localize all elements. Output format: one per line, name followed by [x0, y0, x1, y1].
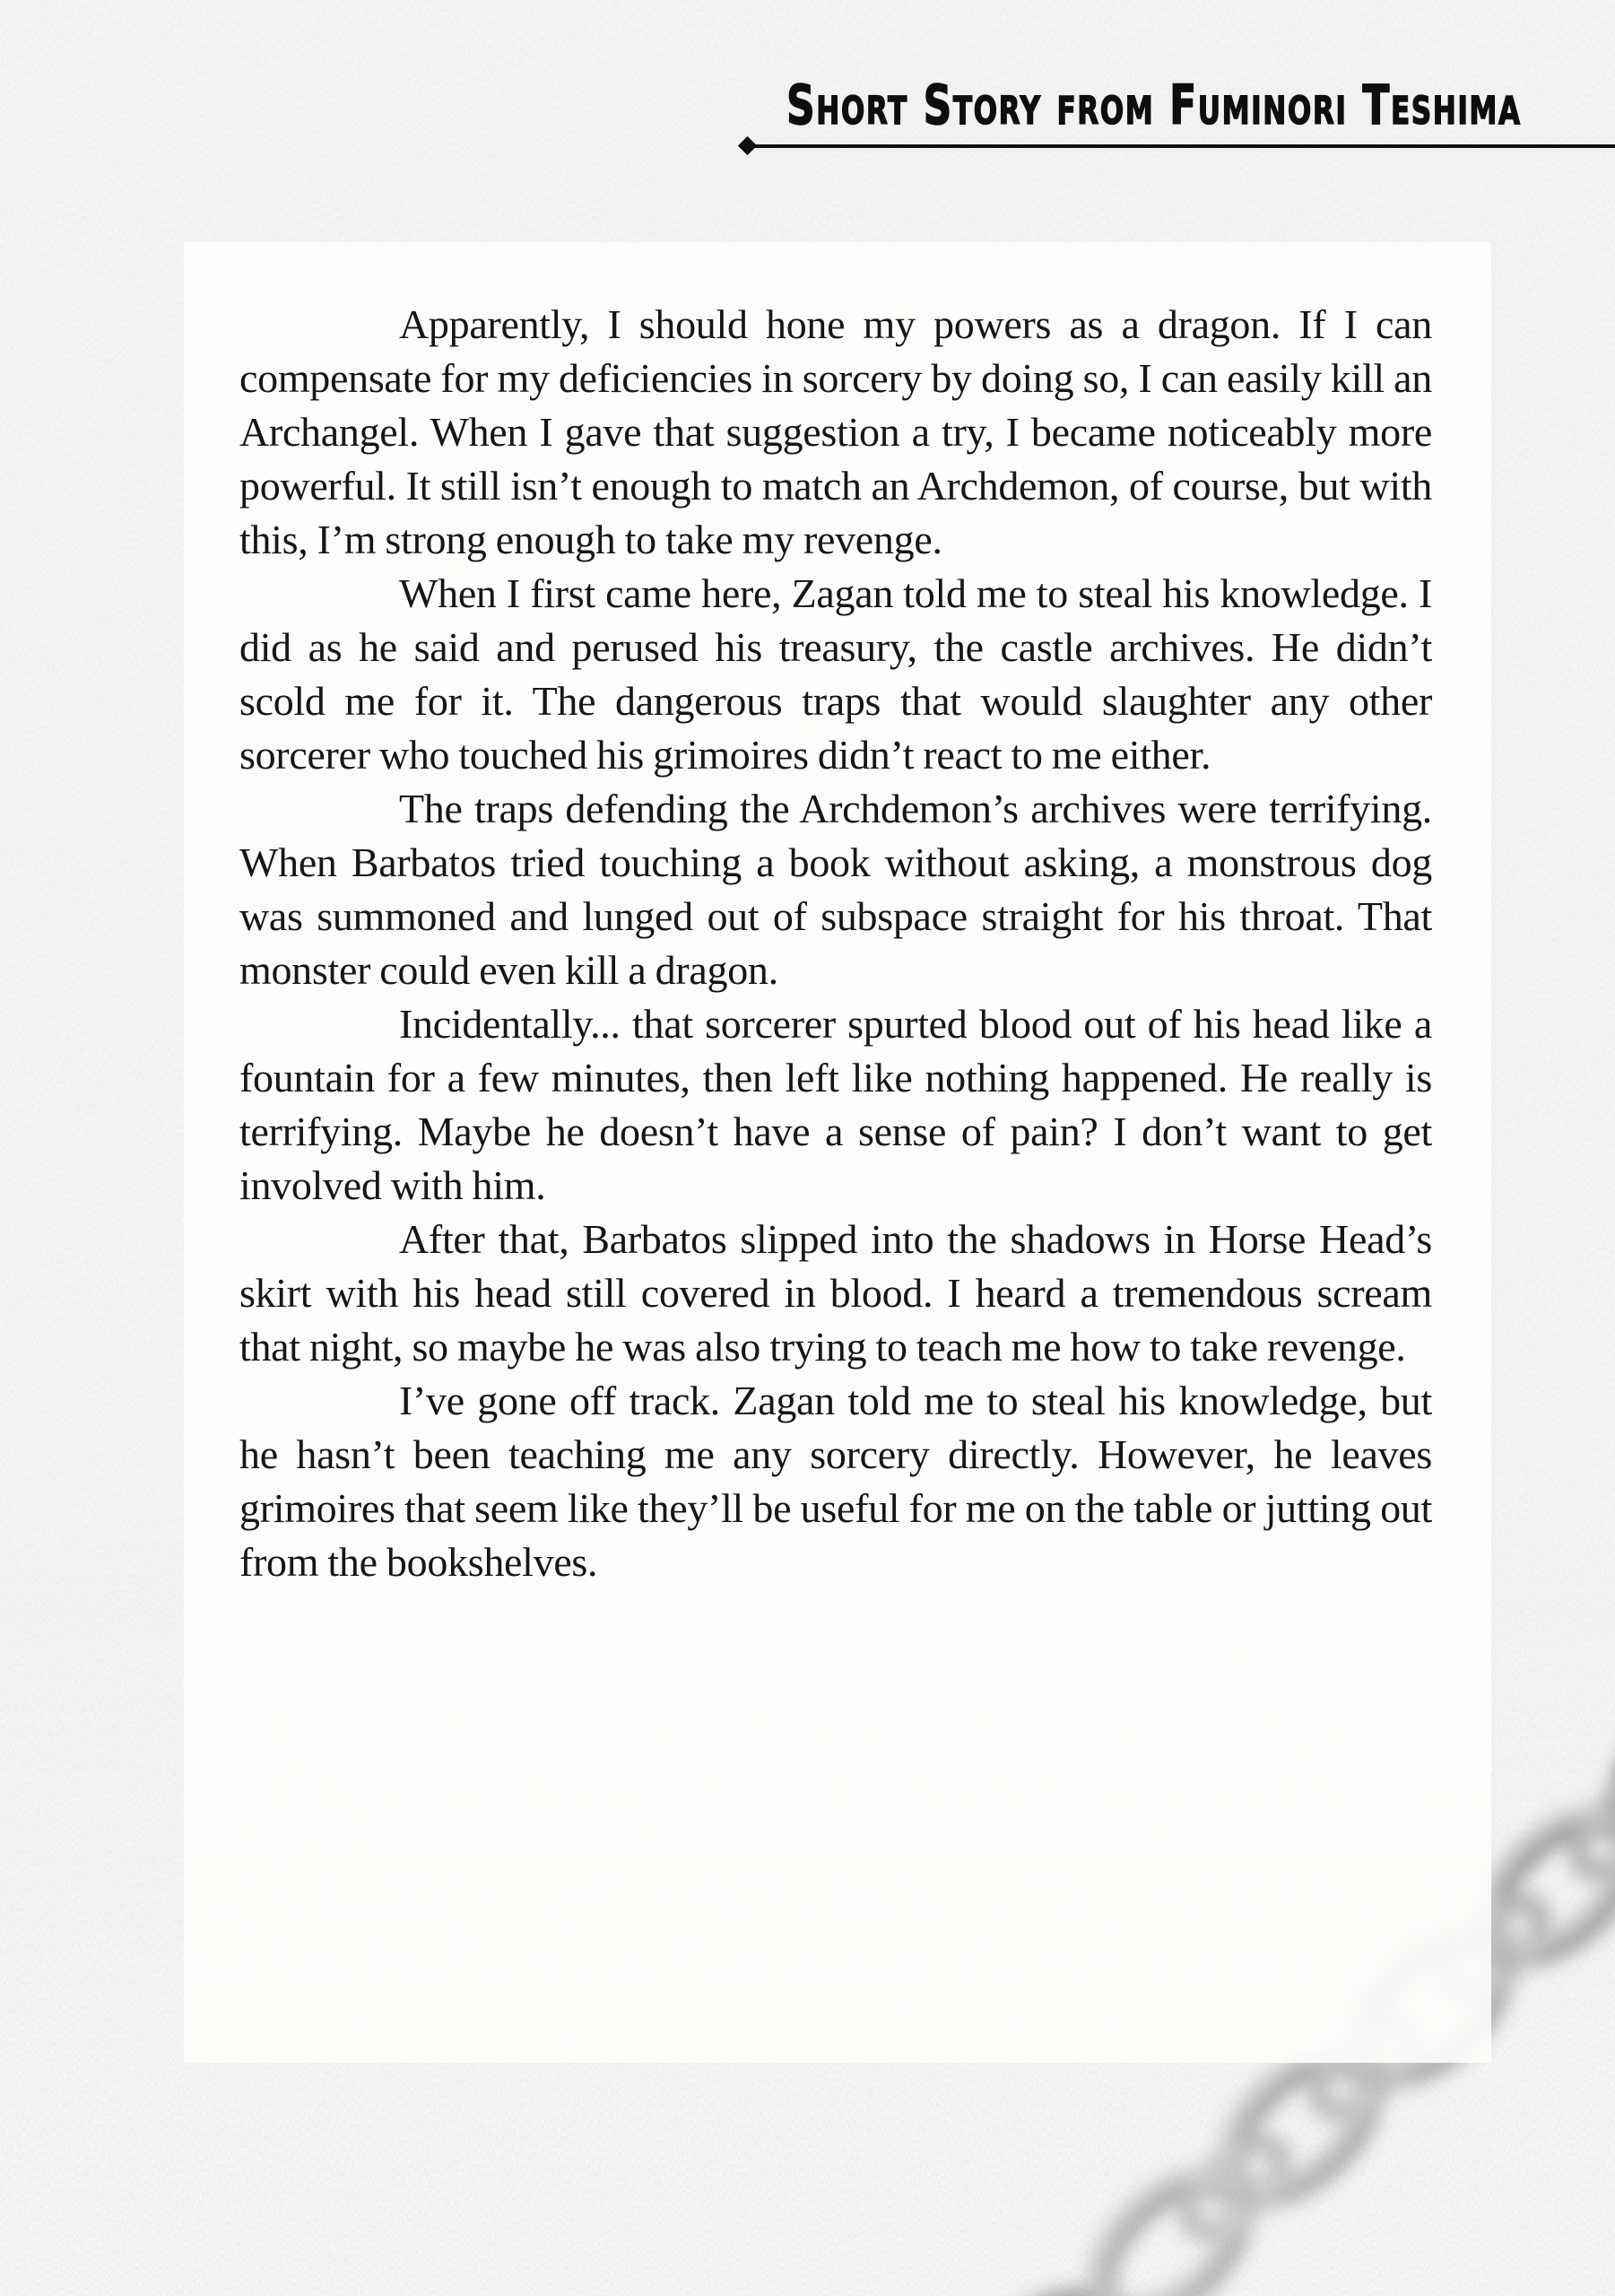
story-panel — [184, 242, 1491, 2063]
story-paragraph: The traps defending the Archdemon’s archives were terrifying. When Barbatos tried touching a book without asking, a monstrous dog was summoned and lunged out of subspace straight for his throat. That monster could even kill a dragon. — [239, 786, 1432, 993]
story-paragraph: After that, Barbatos slipped into the shadows in Horse Head’s skirt with his head still covered in blood. I heard a tremendous scream that night, so maybe he was also trying to teach me how to take revenge. — [239, 1216, 1432, 1370]
story-paragraph: Apparently, I should hone my powers as a dragon. If I can compensate for my deficiencies in sorcery by doing so, I can easily kill an Archangel. When I gave that suggestion a try, I became noticeably more powerful. It still isn’t enough to match an Archdemon, of course, but with this, I’m strong enough to take my revenge. — [239, 301, 1432, 562]
page-title: Short Story from Fuminori Teshima — [786, 74, 1522, 137]
story-paragraph: When I first came here, Zagan told me to steal his knowledge. I did as he said and perused his treasury, the castle archives. He didn’t scold me for it. The dangerous traps that would slaughter any other sorcerer who touched his grimoires didn’t react to me either. — [239, 570, 1432, 778]
story-paragraph: I’ve gone off track. Zagan told me to steal his knowledge, but he hasn’t been teaching me any sorcery directly. However, he leaves grimoires that seem like they’ll be useful for me on the table or jutting out from the bookshelves. — [239, 1378, 1432, 1585]
header-rule — [747, 144, 1615, 148]
story-paragraph: Incidentally... that sorcerer spurted blood out of his head like a fountain for a few minutes, then left like nothing happened. He really is terrifying. Maybe he doesn’t have a sense of pain? I don’t want to get involved with him. — [239, 1001, 1432, 1208]
